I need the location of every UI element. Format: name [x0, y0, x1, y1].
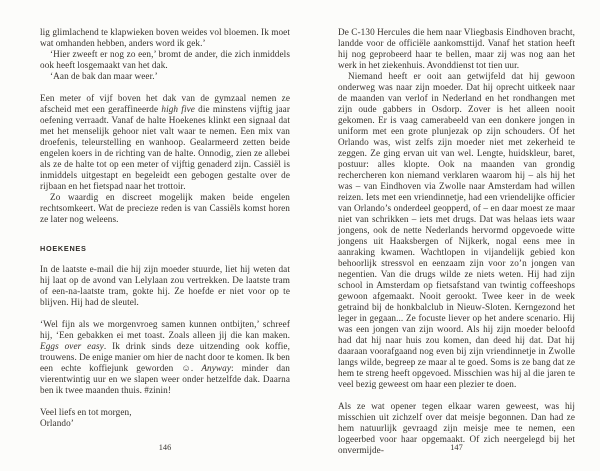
paragraph — [40, 93, 290, 192]
left-page-number: 146 — [158, 443, 172, 452]
text-run: Een meter of vijf boven het dak van de gymzaal nemen ze afscheid met een geraffineerde — [40, 93, 290, 114]
italic-text-run: high five — [161, 104, 195, 114]
text-run: ‘Hier zweeft er nog zo een,’ bromt de ander, die zich inmiddels ook heeft losgemaakt van het dak. — [40, 49, 290, 70]
paragraph — [40, 71, 290, 82]
text-run: De C-130 Hercules die hem naar Vliegbasis Eindhoven bracht, landde voor de officiële aankomsttijd. Vanaf het station heeft hij nog geprobeerd haar te bellen, maar zij was nog aan het werk in het ziekenhuis. Avonddienst tot tien uur. — [338, 27, 575, 70]
paragraph — [40, 319, 290, 396]
paragraph — [338, 27, 575, 71]
paragraph — [338, 71, 575, 390]
right-page-text — [338, 27, 575, 456]
text-run: ‘Aan de bak dan maar weer.’ — [50, 71, 158, 81]
italic-text-run: Eggs over easy — [40, 341, 104, 351]
paragraph — [40, 407, 290, 418]
paragraph — [40, 192, 290, 225]
text-run: Als ze wat opener tegen elkaar waren geweest, was hij misschien uit zichzelf over dat meisje begonnen. Dan had ze hem natuurlijk gevraagd zijn meisje mee te nemen, een logeerbed voor haar opgemaakt. Of zich neergelegd bij het onvermijde- — [338, 401, 575, 455]
text-run: Veel liefs en tot morgen, — [40, 407, 132, 417]
left-page-text — [40, 27, 290, 429]
left-page — [40, 27, 290, 471]
text-run: Zo waardig en discreet mogelijk maken beide engelen rechtsomkeert. Wat de precieze reden is van Cassiëls komst horen ze later nog weleens. — [40, 192, 290, 224]
paragraph — [40, 418, 290, 429]
paragraph — [40, 49, 290, 71]
italic-text-run: Anyway — [201, 363, 231, 373]
text-run: die minstens vijftig jaar oefening verraadt. Vanaf de halte Hoekenes klinkt een signaal dat met het menselijk gehoor niet valt waar te nemen. Een mix van droefenis, teleurstelling en wanhoop. Gealarmeerd zetten beide engelen koers in de richting van de halte. Onnodig, zien ze allebei als ze de halte tot op een meter of vijftig genaderd zijn. Cassiël is inmiddels uitgestapt en begeleidt een gebogen gestalte over de rijbaan en het fietspad naar het trottoir. — [40, 104, 291, 191]
text-run: lig glimlachend te klapwieken boven weides vol bloemen. Ik moet wat omhanden hebben, anders word ik gek.’ — [40, 27, 290, 48]
text-run: : minder dan vierentwintig uur en we slapen weer onder hetzelfde dak. Daarna ben ik twee maanden thuis. #zinin! — [40, 363, 290, 395]
text-run: Niemand heeft er ooit aan getwijfeld dat hij gewoon onderweg was naar zijn moeder. Dat hij oprecht uitkeek naar de maanden van verlof in Nederland en het rondhangen met zijn oude gabbers in Osdorp. Zover is het alleen nooit gekomen. Er is vaag camerabeeld van een donkere jongen in uniform met een grote plunjezak op zijn schouders. Of het Orlando was, wist zelfs zijn moeder niet met zekerheid te zeggen. Ze ging ervan uit van wel. Lengte, huidskleur, baret, postuur: alles klopte. Ook na maanden van grondig rechercheren kon niemand verklaren waarom hij – als hij het was – van Eindhoven via Zwolle naar Amsterdam had willen reizen. Iets met een vriendinnetje, had een vriendelijke officier van Orlando’s onderdeel geopperd, of – en daar moest ze maar niet van schrikken – iets met drugs. Dat was helaas iets waar jongens, ook de nette Nederlands hervormd opgevoede witte jongens uit Haaksbergen of Nijkerk, nogal eens mee in aanraking kwamen. Wachtlopen in vijandelijk gebied kon behoorlijk stressvol en eenzaam zijn voor zo’n jongen van negentien. Van die drugs wilde ze niets weten. Hij had zijn school in Amsterdam op fietsafstand van twintig coffeeshops gewoon afgemaakt. Nooit gerookt. Twee keer in de week getraind bij de honkbalclub in Nieuw-Sloten. Kerngezond het leger in gegaan... Ze focuste liever op het andere scenario. Hij was een jongen van zijn woord. Als hij zijn moeder beloofd had dat hij naar huis zou komen, dan deed hij dat. Dat hij daaraan voorafgaand nog even bij zijn vriendinnetje in Zwolle langs wilde, begreep ze maar al te goed. Soms is ze bang dat ze hem te streng heeft opgevoed. Misschien was hij al die jaren te veel bezig geweest om haar een plezier te doen. — [338, 71, 575, 389]
section-heading: HOEKENES — [40, 244, 87, 253]
text-run: ‘Wel fijn als we morgenvroeg samen kunnen ontbijten,’ schreef hij, ‘Een gebakken ei met toast. Zoals alleen jij die kan maken. — [40, 319, 290, 340]
text-run: In de laatste e-mail die hij zijn moeder stuurde, liet hij weten dat hij laat op de avond van Lelylaan zou vertrekken. De laatste tram of een-na-laatste tram, gokte hij. Ze hoefde er niet voor op te blijven. Hij had de sleutel. — [40, 264, 290, 307]
paragraph — [40, 264, 290, 308]
text-run: Orlando’ — [40, 418, 74, 428]
text-run: . Ik drink sinds deze uitzending ook koffie, trouwens. De enige manier om hier de nacht door te komen. Ik ben een echte koffiejunk geworden ☺. — [40, 341, 290, 373]
right-page — [338, 27, 575, 471]
right-page-number: 147 — [450, 443, 463, 452]
paragraph — [40, 27, 290, 49]
